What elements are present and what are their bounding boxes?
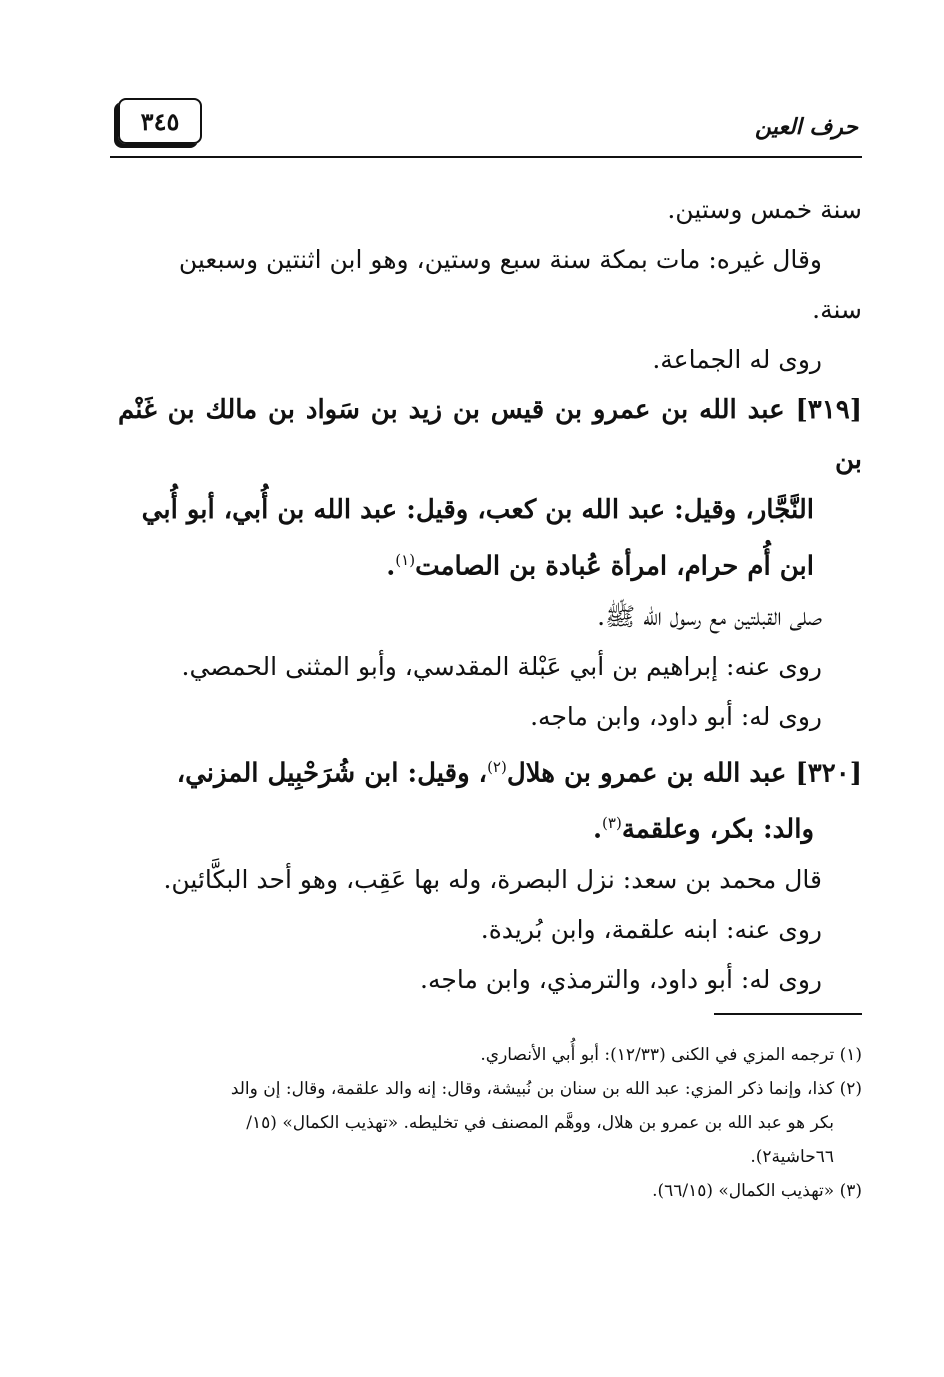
text-line: روى له: أبو داود، وابن ماجه. <box>530 701 822 731</box>
entry-320-heading-cont <box>118 798 862 855</box>
running-title: حرف العين <box>754 114 858 140</box>
text-line: روى له الجماعة. <box>652 345 822 374</box>
footnote-2: (٢) كذا، وإنما ذكر المزي: عبد الله بن سنان بن نُبيشة، وقال: إنه والد علقمة، وقال: إن والد <box>230 1079 862 1099</box>
text-line: قال محمد بن سعد: نزل البصرة، وله بها عَقِب، وهو أحد البكَّائين. <box>163 864 822 894</box>
text-line: روى له: أبو داود، والترمذي، وابن ماجه. <box>420 964 822 994</box>
footnote-1: (١) ترجمه المزي في الكنى (١٢/٣٣): أبو أُبي الأنصاري. <box>480 1045 862 1065</box>
text-line: وقال غيره: مات بمكة سنة سبع وستين، وهو ابن اثنتين وسبعين <box>178 245 822 274</box>
text-line: سنة خمس وستين. <box>667 195 862 224</box>
entry-320-heading <box>118 742 862 799</box>
page-number: ٣٤٥ <box>140 106 180 136</box>
punctuation: . <box>592 814 603 845</box>
entry-320-text: [٣٢٠] عبد الله بن عمرو بن هلال <box>506 758 862 789</box>
text-line: روى عنه: إبراهيم بن أبي عَبْلة المقدسي، وأبو المثنى الحمصي. <box>181 651 822 681</box>
text-line: سنة. <box>812 295 862 324</box>
footnote-2-cont: ٦٦حاشية٢). <box>750 1147 834 1167</box>
footnote-2-cont: بكر هو عبد الله بن عمرو بن هلال، ووهَّم المصنف في تخليطه. «تهذيب الكمال» (١٥/ <box>246 1113 834 1133</box>
footnote-marker: (٣) <box>602 814 622 833</box>
main-text <box>118 185 862 1005</box>
page-number-box <box>118 98 202 144</box>
footnotes <box>118 1038 862 1208</box>
footnote-3: (٣) «تهذيب الكمال» (٦٦/١٥). <box>652 1181 862 1201</box>
entry-320-text: والد: بكر، وعلقمة <box>621 814 814 845</box>
entry-320-text: ، وقيل: ابن شُرَحْبِيل المزني، <box>176 758 488 789</box>
page-header <box>110 92 862 158</box>
entry-319-heading: [٣١٩] عبد الله بن عمرو بن قيس بن زيد بن سَواد بن مالك بن غَنْم بن <box>118 395 862 475</box>
footnote-marker: (١) <box>395 551 416 569</box>
punctuation: . <box>386 551 396 582</box>
footnote-divider <box>714 1013 862 1015</box>
text-line: صلى القبلتين مع رسول الله ﷺ. <box>597 601 822 631</box>
footnote-marker: (٢) <box>487 757 507 776</box>
text-line: روى عنه: ابنه علقمة، وابن بُريدة. <box>480 914 822 944</box>
entry-319-text: ابن أُم حرام، امرأة عُبادة بن الصامت <box>415 551 814 582</box>
entry-319-heading-cont: النَّجَّار، وقيل: عبد الله بن كعب، وقيل: عبد الله بن أُبي، أبو أُبي <box>141 495 814 525</box>
entry-319-heading-cont <box>118 535 862 592</box>
